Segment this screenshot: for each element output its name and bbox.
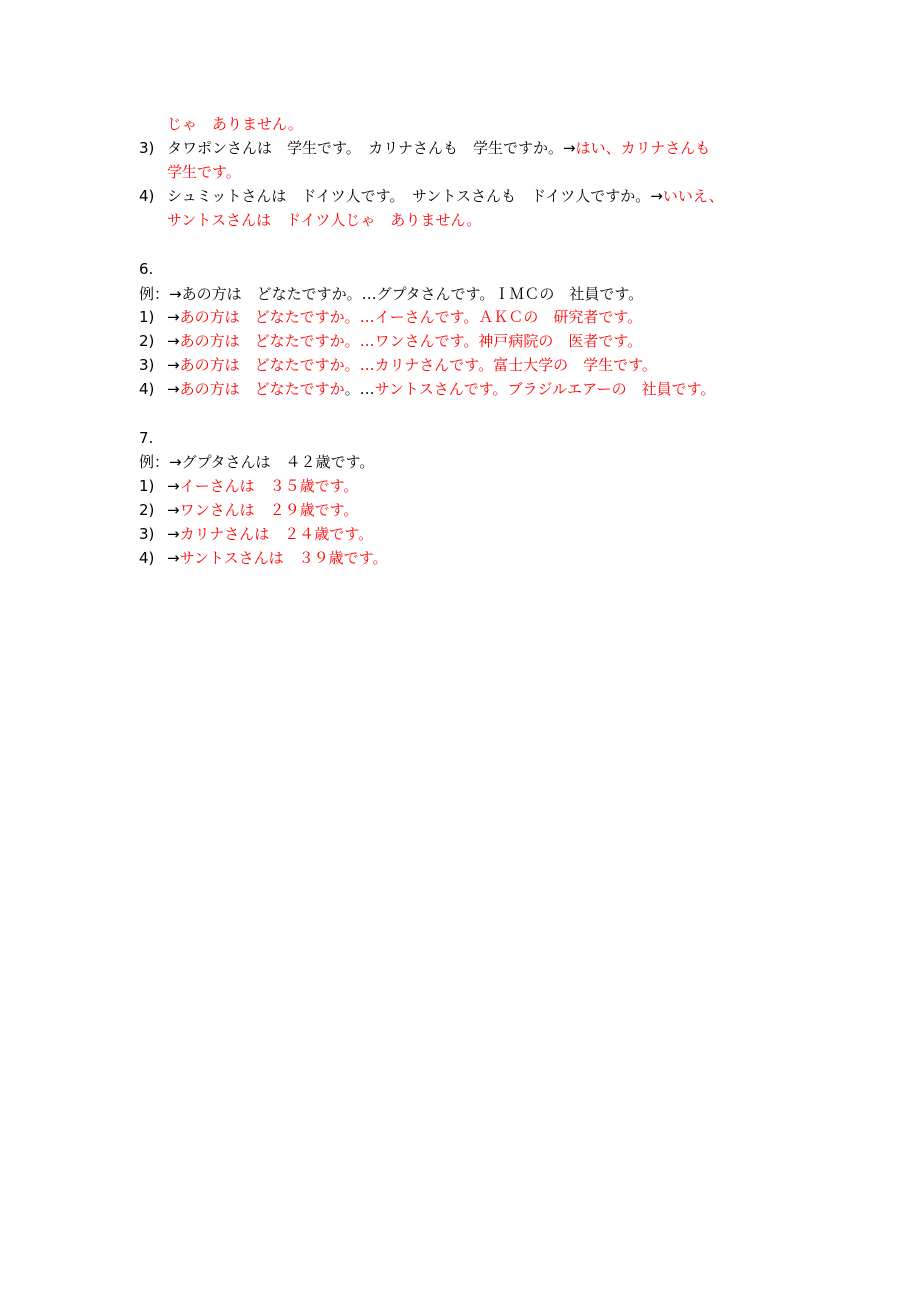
item-number: 1) (139, 308, 155, 326)
arrow: → (167, 501, 180, 519)
sec6-item1 (139, 307, 839, 329)
answer-text: あの方は どなたですか。…ワンさんです。神戸病院の 医者です。 (179, 332, 643, 350)
sec7-example: 例：→グプタさんは ４２歳です。 (139, 453, 375, 471)
answer-text: あの方は どなたですか (179, 380, 345, 398)
item-number: 4) (139, 187, 155, 205)
arrow: → (167, 332, 180, 350)
sec6-example: 例：→あの方は どなたですか。…グプタさんです。ＩＭＣの 社員です。 (139, 285, 644, 303)
sec7-heading: 7. (139, 429, 154, 447)
sec5-item2-answer-cont: じゃ ありません。 (167, 115, 303, 133)
sec7-item4 (139, 548, 839, 570)
sec7-item2 (139, 500, 839, 522)
sec5-item4-answer-cont: サントスさんは ドイツ人じゃ ありません。 (167, 211, 482, 229)
arrow: → (167, 308, 180, 326)
sec6-item2 (139, 331, 839, 353)
answer-text: ワンさんは ２９歳です。 (179, 501, 359, 519)
question-text: タワポンさんは 学生です。 カリナさんも 学生ですか。→ (167, 139, 576, 157)
question-text: シュミットさんは ドイツ人です。 サントスさんも ドイツ人ですか。→ (167, 187, 663, 205)
answer-text: はい、カリナさんも (575, 139, 711, 157)
arrow: → (167, 477, 180, 495)
item-number: 2) (139, 332, 155, 350)
sec7-item1 (139, 476, 839, 498)
arrow: → (167, 525, 180, 543)
item-number: 4) (139, 380, 155, 398)
arrow: → (167, 380, 180, 398)
sec6-item3 (139, 355, 839, 377)
sec6-heading: 6. (139, 260, 154, 278)
item-number: 4) (139, 549, 155, 567)
answer-text: カリナさんは ２４歳です。 (179, 525, 374, 543)
answer-text: いいえ、 (662, 187, 724, 205)
sec5-item3-answer-cont: 学生です。 (167, 163, 241, 181)
sec7-item3 (139, 524, 839, 546)
arrow: → (167, 549, 180, 567)
sec6-item4 (139, 379, 839, 401)
item-number: 1) (139, 477, 155, 495)
item-number: 3) (139, 525, 155, 543)
item-number: 3) (139, 356, 155, 374)
answer-text: イーさんは ３５歳です。 (179, 477, 359, 495)
answer-text: サントスさんは ３９歳です。 (179, 549, 388, 567)
arrow: → (167, 356, 180, 374)
answer-text: あの方は どなたですか。…カリナさんです。富士大学の 学生です。 (179, 356, 657, 374)
sec5-item4 (139, 186, 839, 208)
answer-text: サントスさんです。ブラジルエアーの 社員です。 (374, 380, 716, 398)
sec5-item3 (139, 138, 839, 160)
item-number: 2) (139, 501, 155, 519)
answer-text: あの方は どなたですか。…イーさんです。ＡＫＣの 研究者です。 (179, 308, 643, 326)
separator: 。… (344, 380, 375, 398)
item-number: 3) (139, 139, 155, 157)
